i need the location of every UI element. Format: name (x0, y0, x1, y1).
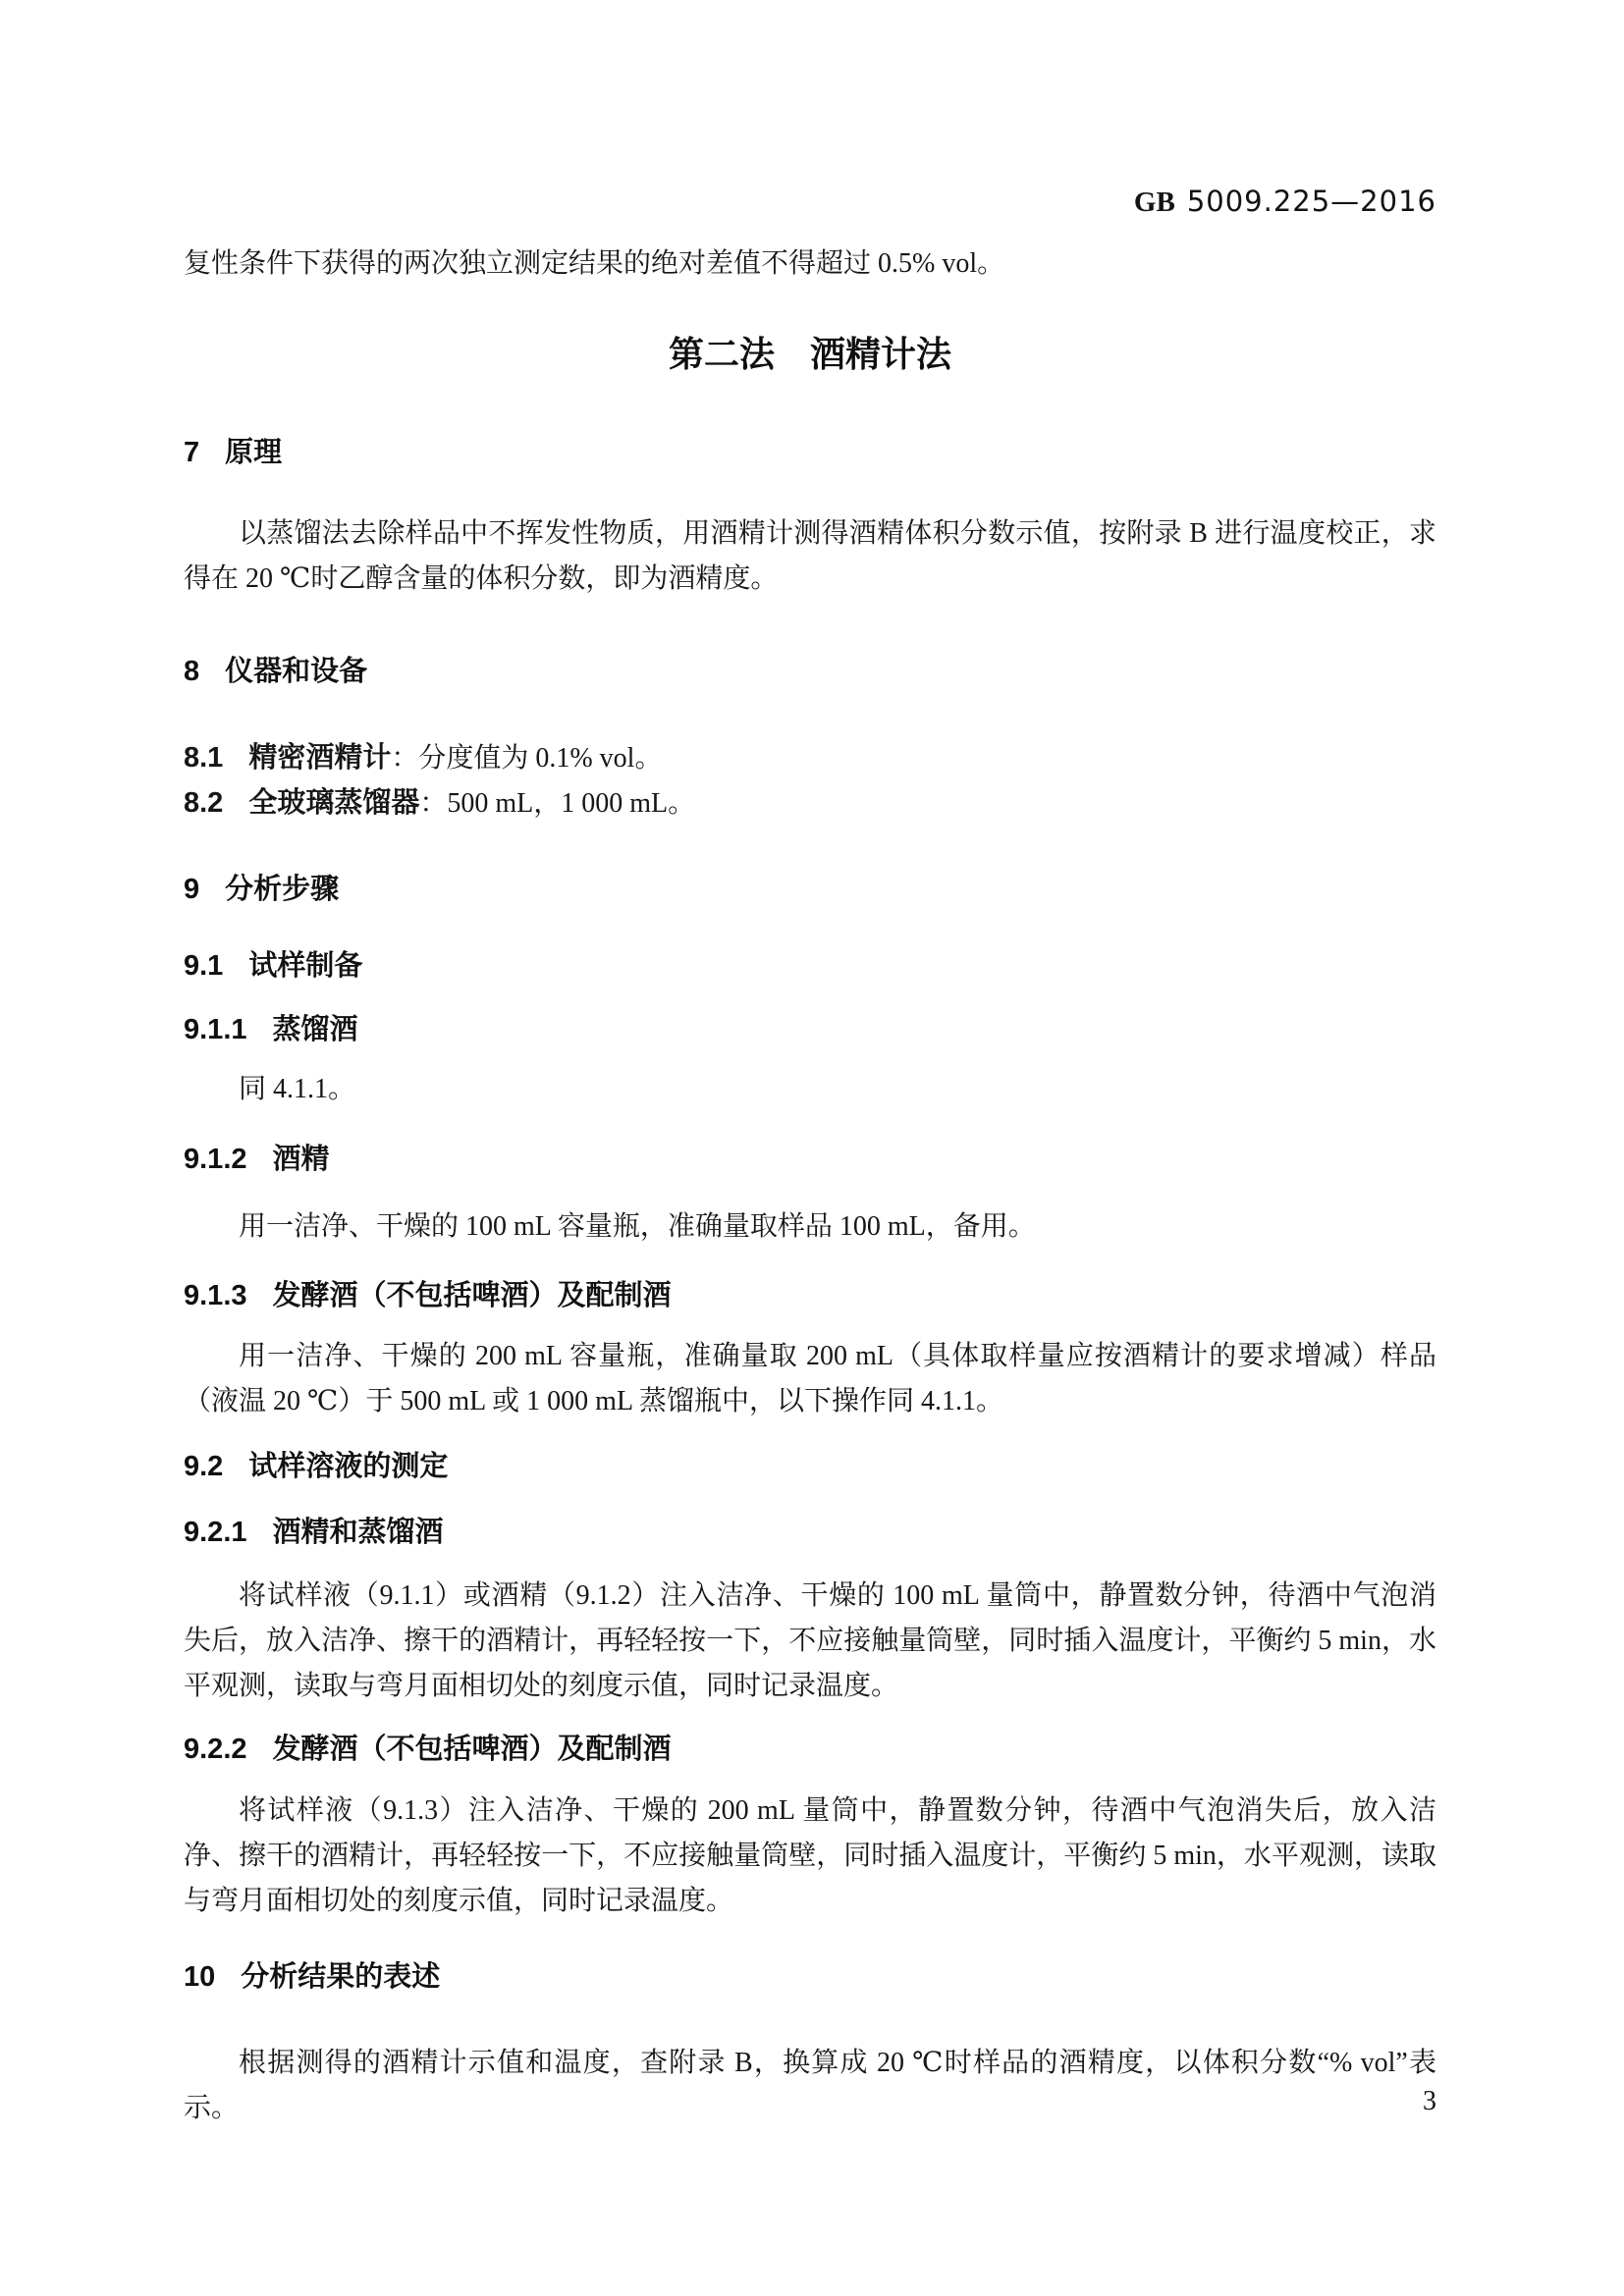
section-title: 原理 (225, 437, 283, 468)
section-heading-10 (184, 1960, 1436, 1994)
section-9-1-3-paragraph: 用一洁净、干燥的 200 mL 容量瓶，准确量取 200 mL（具体取样量应按酒精计的要求增减）样品（液温 20 ℃）于 500 mL 或 1 000 mL 蒸馏瓶中，以下操作同 4.1.1。 (184, 1341, 1436, 1416)
section-heading-9-1-2 (184, 1143, 1436, 1176)
equipment-spec: ：分度值为 0.1% vol。 (391, 743, 663, 774)
section-number: 9.2.1 (184, 1517, 247, 1548)
standard-code-prefix: GB (1133, 187, 1175, 218)
section-title: 酒精 (272, 1144, 330, 1175)
section-title: 分析结果的表述 (241, 1961, 441, 1993)
section-number: 9.1.2 (184, 1144, 247, 1175)
equipment-item-8-1 (184, 735, 1436, 781)
section-10-paragraph: 根据测得的酒精计示值和温度，查附录 B，换算成 20 ℃时样品的酒精度，以体积分数“% vol”表示。 (184, 2048, 1436, 2123)
section-title: 酒精和蒸馏酒 (272, 1517, 444, 1548)
standard-code-number: 5009.225—2016 (1186, 185, 1436, 218)
equipment-item-8-2 (184, 780, 1436, 827)
section-title: 试样溶液的测定 (248, 1451, 449, 1482)
section-heading-9-1-3 (184, 1279, 1436, 1312)
equipment-term: 全玻璃蒸馏器 (248, 787, 420, 819)
clause-number: 8.2 (184, 787, 224, 819)
section-title: 发酵酒（不包括啤酒）及配制酒 (272, 1734, 672, 1765)
continuation-paragraph: 复性条件下获得的两次独立测定结果的绝对差值不得超过 0.5% vol。 (184, 248, 1005, 279)
clause-number: 8.1 (184, 742, 224, 774)
equipment-term: 精密酒精计 (248, 742, 392, 774)
section-number: 8 (184, 656, 200, 687)
section-title: 蒸馏酒 (272, 1014, 358, 1045)
section-heading-9 (184, 873, 1436, 906)
section-number: 9.1.1 (184, 1014, 247, 1045)
section-heading-9-1 (184, 949, 1436, 983)
section-number: 9.2.2 (184, 1734, 247, 1765)
section-title: 仪器和设备 (225, 656, 368, 687)
page-number: 3 (1423, 2086, 1436, 2116)
section-number: 9.1 (184, 950, 224, 982)
section-heading-9-1-1 (184, 1013, 1436, 1046)
section-heading-8 (184, 655, 1436, 688)
section-9-2-1-paragraph: 将试样液（9.1.1）或酒精（9.1.2）注入洁净、干燥的 100 mL 量筒中，静置数分钟，待酒中气泡消失后，放入洁净、擦干的酒精计，再轻轻按一下，不应接触量筒壁，同时插入温度计，平衡约 5 min，水平观测，读取与弯月面相切处的刻度示值，同时记录温度。 (184, 1580, 1436, 1701)
section-heading-7 (184, 436, 1436, 469)
section-9-1-1-paragraph: 同 4.1.1。 (239, 1074, 356, 1104)
section-title: 试样制备 (248, 950, 363, 982)
section-number: 9 (184, 874, 200, 905)
section-title: 发酵酒（不包括啤酒）及配制酒 (272, 1280, 672, 1311)
section-number: 7 (184, 437, 200, 468)
method-title: 第二法 酒精计法 (668, 334, 951, 374)
standard-code-header (184, 184, 1436, 220)
section-number: 10 (184, 1961, 216, 1993)
section-title: 分析步骤 (225, 874, 340, 905)
section-9-1-2-paragraph: 用一洁净、干燥的 100 mL 容量瓶，准确量取样品 100 mL，备用。 (239, 1211, 1036, 1242)
section-heading-9-2-1 (184, 1516, 1436, 1549)
section-number: 9.1.3 (184, 1280, 247, 1311)
section-7-paragraph: 以蒸馏法去除样品中不挥发性物质，用酒精计测得酒精体积分数示值，按附录 B 进行温度校正，求得在 20 ℃时乙醇含量的体积分数，即为酒精度。 (184, 518, 1436, 594)
section-9-2-2-paragraph: 将试样液（9.1.3）注入洁净、干燥的 200 mL 量筒中，静置数分钟，待酒中气泡消失后，放入洁净、擦干的酒精计，再轻轻按一下，不应接触量筒壁，同时插入温度计，平衡约 5 min，水平观测，读取与弯月面相切处的刻度示值，同时记录温度。 (184, 1795, 1436, 1916)
section-number: 9.2 (184, 1451, 224, 1482)
section-heading-9-2-2 (184, 1733, 1436, 1766)
section-heading-9-2 (184, 1450, 1436, 1483)
equipment-spec: ：500 mL，1 000 mL。 (419, 788, 696, 819)
